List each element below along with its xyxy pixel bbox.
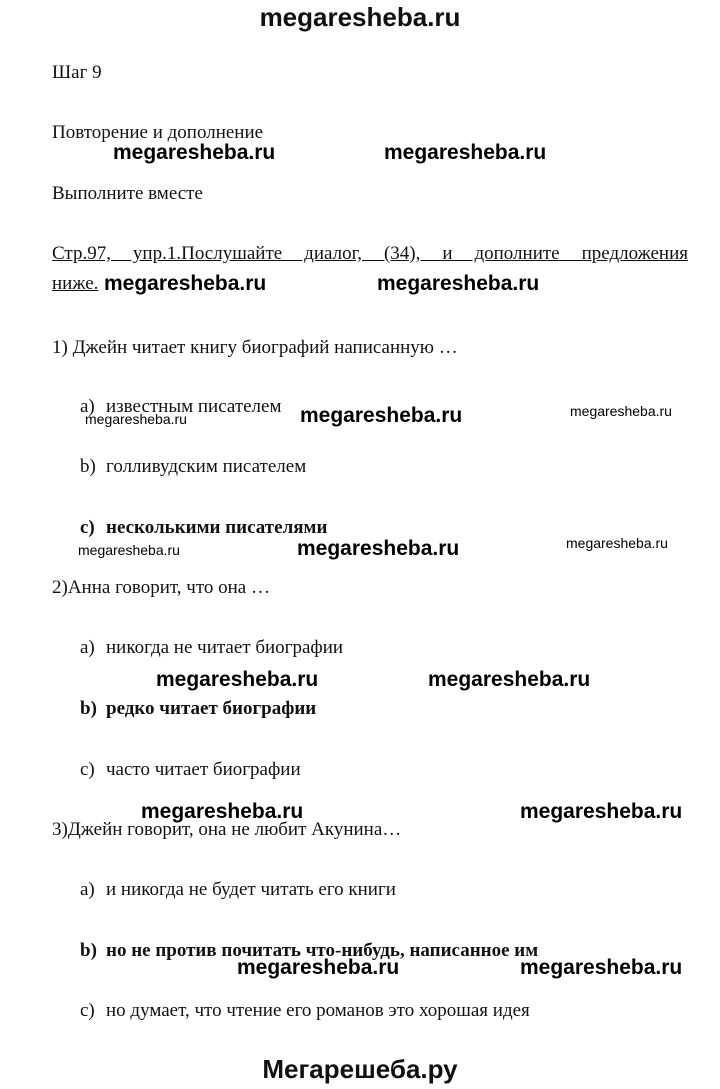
- watermark-small: megaresheba.ru: [566, 535, 668, 551]
- option-text: несколькими писателями: [106, 517, 328, 538]
- option-letter: a): [80, 637, 95, 658]
- site-footer: Мегарешеба.ру: [262, 1054, 458, 1084]
- watermark: megaresheba.ru: [377, 272, 540, 295]
- option-text: но думает, что чтение его романов это хорошая идея: [106, 1000, 530, 1021]
- option-letter: b): [80, 456, 96, 477]
- watermark-small: megaresheba.ru: [78, 542, 180, 558]
- option-letter: a): [80, 396, 95, 417]
- question-1: 1) Джейн читает книгу биографий написанную …: [52, 337, 458, 358]
- question-3: 3)Джейн говорит, она не любит Акунина…: [52, 819, 402, 840]
- option-letter: b): [80, 698, 97, 719]
- step-title: Шаг 9: [52, 62, 102, 83]
- question-2: 2)Анна говорит, что она …: [52, 577, 270, 598]
- answer-option: [80, 879, 396, 901]
- instruction-text: Выполните вместе: [52, 183, 203, 204]
- watermark: megaresheba.ru: [300, 404, 463, 427]
- watermark-small: megaresheba.ru: [570, 403, 672, 419]
- answer-option: [80, 1000, 530, 1022]
- option-text: редко читает биографии: [106, 698, 317, 719]
- site-header: megaresheba.ru: [259, 2, 461, 32]
- answer-option: [80, 456, 306, 478]
- answer-option-correct: [80, 698, 316, 720]
- answer-option: [80, 637, 343, 659]
- watermark: megaresheba.ru: [113, 141, 276, 164]
- watermark-small: megaresheba.ru: [85, 411, 187, 427]
- watermark: megaresheba.ru: [156, 668, 319, 691]
- option-letter: c): [80, 759, 95, 780]
- watermark: megaresheba.ru: [428, 668, 591, 691]
- option-text: но не против почитать что-нибудь, написанное им: [106, 940, 539, 961]
- watermark: megaresheba.ru: [141, 800, 304, 823]
- answer-option-correct: [80, 517, 327, 539]
- option-letter: c): [80, 517, 95, 538]
- option-letter: a): [80, 879, 95, 900]
- task-line-2: ниже.: [52, 273, 99, 294]
- watermark: megaresheba.ru: [104, 272, 267, 295]
- option-letter: b): [80, 940, 97, 961]
- watermark: megaresheba.ru: [520, 800, 683, 823]
- option-text: голливудским писателем: [106, 456, 307, 477]
- watermark: megaresheba.ru: [520, 956, 683, 979]
- option-text: часто читает биографии: [106, 759, 301, 780]
- task-line-1: Стр.97, упр.1.Послушайте диалог, (34), и дополните предложения: [52, 243, 688, 264]
- watermark: megaresheba.ru: [384, 141, 547, 164]
- section-title: Повторение и дополнение: [52, 122, 264, 143]
- option-letter: c): [80, 1000, 95, 1021]
- option-text: и никогда не будет читать его книги: [106, 879, 396, 900]
- option-text: известным писателем: [106, 396, 282, 417]
- option-text: никогда не читает биографии: [106, 637, 344, 658]
- watermark: megaresheba.ru: [237, 956, 400, 979]
- answer-option: [80, 759, 301, 781]
- watermark: megaresheba.ru: [297, 537, 460, 560]
